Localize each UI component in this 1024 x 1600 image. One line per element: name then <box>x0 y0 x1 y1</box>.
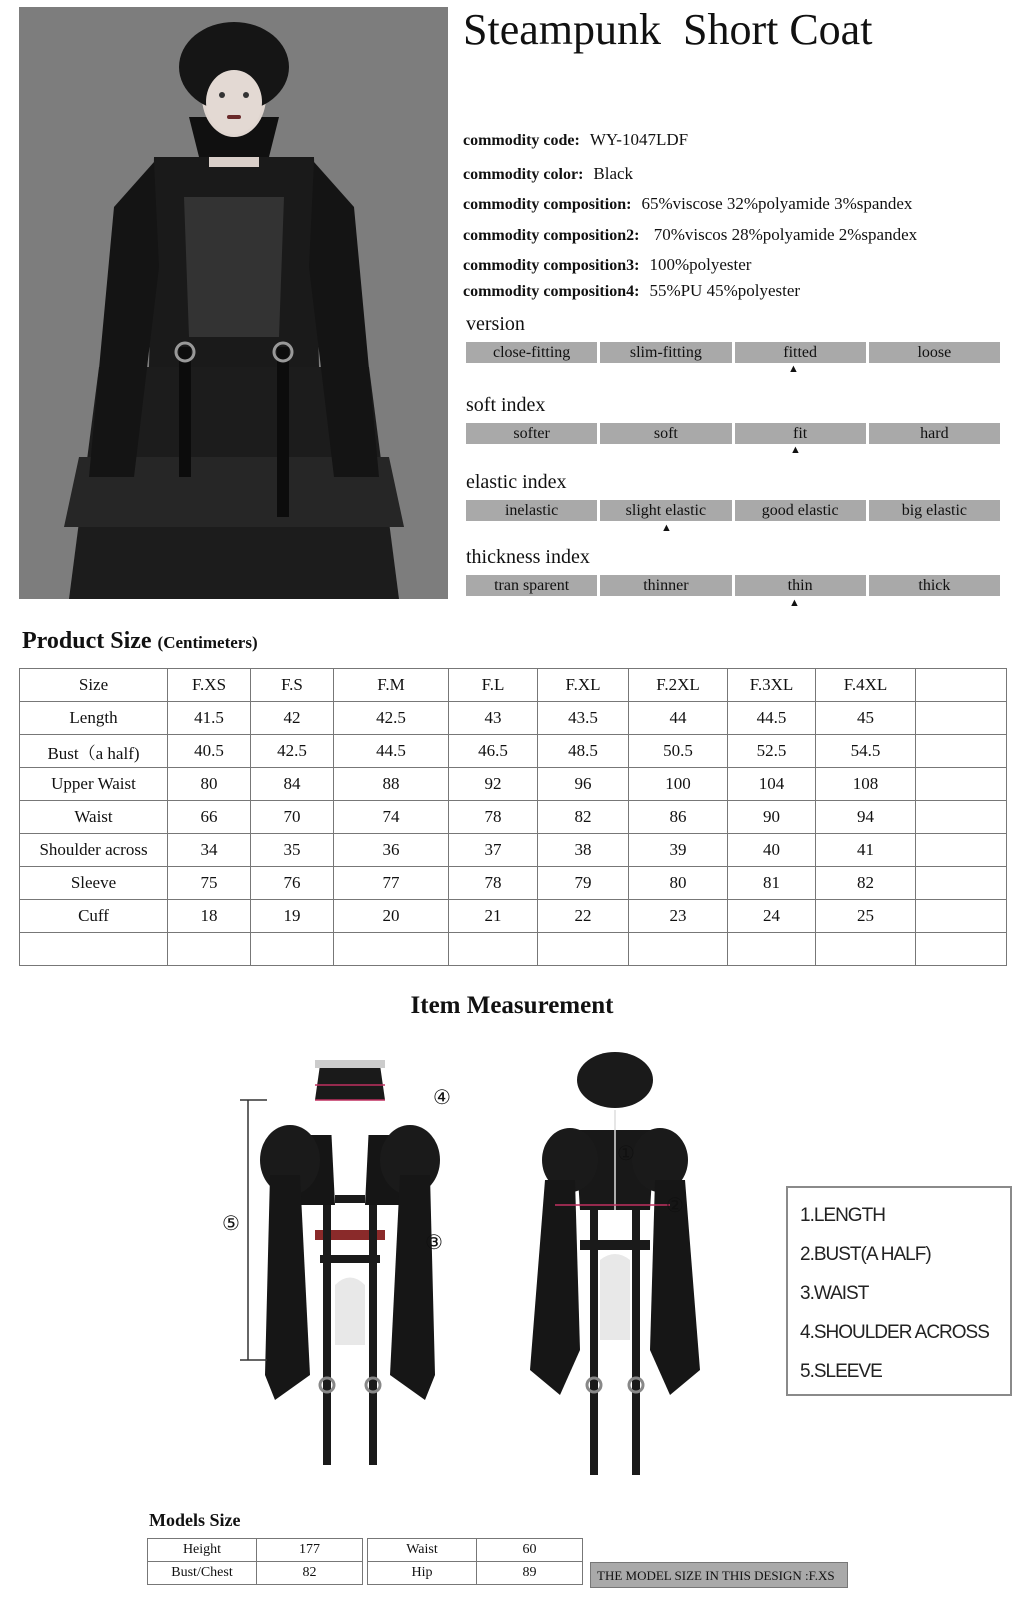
scale-option: slim-fitting <box>600 342 731 363</box>
table-cell: 90 <box>728 801 816 834</box>
table-cell <box>916 768 1007 801</box>
table-row <box>148 1539 363 1562</box>
table-cell: 177 <box>257 1539 363 1562</box>
table-cell: 84 <box>251 768 334 801</box>
table-cell <box>449 933 538 966</box>
table-cell: 94 <box>816 801 916 834</box>
scale-option: big elastic <box>869 500 1000 521</box>
table-cell: Height <box>148 1539 257 1562</box>
marker-4-icon: ④ <box>433 1087 451 1109</box>
header-cell: F.XS <box>168 669 251 702</box>
table-cell: 43.5 <box>538 702 629 735</box>
table-cell: 24 <box>728 900 816 933</box>
table-cell: 48.5 <box>538 735 629 768</box>
table-cell <box>334 933 449 966</box>
table-cell: 92 <box>449 768 538 801</box>
row-label: Shoulder across <box>20 834 168 867</box>
table-row <box>20 801 1007 834</box>
table-cell <box>916 867 1007 900</box>
table-cell: 19 <box>251 900 334 933</box>
header-cell: Size <box>20 669 168 702</box>
table-cell: Waist <box>368 1539 477 1562</box>
table-cell: 78 <box>449 867 538 900</box>
header-cell: F.S <box>251 669 334 702</box>
table-cell: 35 <box>251 834 334 867</box>
table-cell: 42.5 <box>251 735 334 768</box>
elastic-index-heading: elastic index <box>466 471 567 493</box>
table-row <box>20 867 1007 900</box>
size-chart-title: Product Size (Centimeters) <box>22 628 258 654</box>
table-cell: 40 <box>728 834 816 867</box>
table-cell <box>629 933 728 966</box>
table-row <box>20 735 1007 768</box>
table-cell: 96 <box>538 768 629 801</box>
table-row <box>20 900 1007 933</box>
table-header-row <box>20 669 1007 702</box>
table-cell <box>538 933 629 966</box>
table-cell: 79 <box>538 867 629 900</box>
table-cell: 50.5 <box>629 735 728 768</box>
header-cell <box>916 669 1007 702</box>
header-cell: F.M <box>334 669 449 702</box>
table-cell <box>168 933 251 966</box>
table-cell: 36 <box>334 834 449 867</box>
spec-line: commodity composition3: 100%polyester <box>463 255 752 274</box>
scale-option: thinner <box>600 575 731 596</box>
table-cell: 76 <box>251 867 334 900</box>
garment-back-illustration <box>520 1050 710 1485</box>
selection-marker-icon: ▲ <box>790 444 801 456</box>
scale-option: loose <box>869 342 1000 363</box>
table-cell: 75 <box>168 867 251 900</box>
scale-option: hard <box>869 423 1000 444</box>
scale-option: inelastic <box>466 500 597 521</box>
garment-front-illustration <box>215 1055 475 1485</box>
models-size-title: Models Size <box>149 1510 241 1530</box>
row-label <box>20 933 168 966</box>
table-cell: 18 <box>168 900 251 933</box>
spec-line: commodity composition2: 70%viscos 28%polyamide 2%spandex <box>463 225 918 244</box>
legend-item: 4.SHOULDER ACROSS <box>800 1322 989 1343</box>
row-label: Upper Waist <box>20 768 168 801</box>
selection-marker-icon: ▲ <box>661 522 672 534</box>
marker-3-icon: ③ <box>425 1232 443 1254</box>
table-cell: 74 <box>334 801 449 834</box>
table-cell: Bust/Chest <box>148 1562 257 1585</box>
table-cell: 70 <box>251 801 334 834</box>
legend-item: 3.WAIST <box>800 1283 869 1304</box>
spec-line: commodity color: Black <box>463 164 634 183</box>
table-row <box>20 933 1007 966</box>
soft-index-scale <box>466 423 1000 444</box>
table-cell: 23 <box>629 900 728 933</box>
table-cell <box>916 933 1007 966</box>
table-row <box>148 1562 363 1585</box>
scale-option: softer <box>466 423 597 444</box>
table-cell: 80 <box>168 768 251 801</box>
elastic-index-scale <box>466 500 1000 521</box>
scale-option: tran sparent <box>466 575 597 596</box>
table-cell <box>916 900 1007 933</box>
table-cell: 43 <box>449 702 538 735</box>
spec-line: commodity composition4: 55%PU 45%polyester <box>463 281 801 300</box>
scale-option: thick <box>869 575 1000 596</box>
table-cell: 41.5 <box>168 702 251 735</box>
selection-marker-icon: ▲ <box>788 363 799 375</box>
thickness-index-scale <box>466 575 1000 596</box>
measurement-title: Item Measurement <box>410 992 614 1019</box>
table-cell: 44 <box>629 702 728 735</box>
table-cell: 78 <box>449 801 538 834</box>
table-cell: 21 <box>449 900 538 933</box>
header-cell: F.L <box>449 669 538 702</box>
table-row <box>368 1539 583 1562</box>
table-cell: 54.5 <box>816 735 916 768</box>
scale-option: fitted <box>735 342 866 363</box>
table-cell <box>916 801 1007 834</box>
table-cell <box>916 834 1007 867</box>
table-row <box>368 1562 583 1585</box>
table-cell: 38 <box>538 834 629 867</box>
table-cell: 25 <box>816 900 916 933</box>
table-cell: 44.5 <box>728 702 816 735</box>
header-cell: F.4XL <box>816 669 916 702</box>
table-cell: 42 <box>251 702 334 735</box>
measurement-legend <box>786 1186 1012 1396</box>
row-label: Cuff <box>20 900 168 933</box>
table-cell: 82 <box>257 1562 363 1585</box>
table-cell: 100 <box>629 768 728 801</box>
table-cell: 66 <box>168 801 251 834</box>
table-cell: 88 <box>334 768 449 801</box>
product-photo <box>19 7 448 599</box>
table-cell: 80 <box>629 867 728 900</box>
table-cell <box>916 702 1007 735</box>
table-row <box>20 834 1007 867</box>
table-cell: 60 <box>477 1539 583 1562</box>
row-label: Waist <box>20 801 168 834</box>
spec-line: commodity code: WY-1047LDF <box>463 130 689 149</box>
table-cell: 40.5 <box>168 735 251 768</box>
table-cell: 45 <box>816 702 916 735</box>
row-label: Bust（a half) <box>20 735 168 768</box>
row-label: Length <box>20 702 168 735</box>
version-scale <box>466 342 1000 363</box>
scale-option: fit <box>735 423 866 444</box>
table-cell: Hip <box>368 1562 477 1585</box>
table-cell: 39 <box>629 834 728 867</box>
legend-item: 2.BUST(A HALF) <box>800 1244 931 1265</box>
spec-line: commodity composition: 65%viscose 32%polyamide 3%spandex <box>463 194 913 213</box>
table-cell <box>728 933 816 966</box>
table-cell: 46.5 <box>449 735 538 768</box>
product-title: Steampunk Short Coat <box>463 5 873 54</box>
table-cell: 41 <box>816 834 916 867</box>
table-cell: 82 <box>816 867 916 900</box>
table-cell: 86 <box>629 801 728 834</box>
size-chart-table <box>19 668 1007 966</box>
table-cell <box>251 933 334 966</box>
soft-index-heading: soft index <box>466 394 546 416</box>
table-cell: 104 <box>728 768 816 801</box>
table-cell: 34 <box>168 834 251 867</box>
models-table-right <box>367 1538 583 1585</box>
marker-2-icon: ② <box>666 1195 684 1217</box>
table-cell <box>916 735 1007 768</box>
model-size-note: THE MODEL SIZE IN THIS DESIGN :F.XS <box>590 1562 848 1588</box>
table-cell: 82 <box>538 801 629 834</box>
table-cell: 44.5 <box>334 735 449 768</box>
table-cell: 20 <box>334 900 449 933</box>
scale-option: close-fitting <box>466 342 597 363</box>
header-cell: F.2XL <box>629 669 728 702</box>
scale-option: soft <box>600 423 731 444</box>
selection-marker-icon: ▲ <box>789 597 800 609</box>
thickness-index-heading: thickness index <box>466 546 590 568</box>
models-table-left <box>147 1538 363 1585</box>
table-cell: 108 <box>816 768 916 801</box>
header-cell: F.XL <box>538 669 629 702</box>
marker-1-icon: ① <box>617 1143 635 1165</box>
table-cell <box>816 933 916 966</box>
version-heading: version <box>466 313 525 335</box>
table-cell: 42.5 <box>334 702 449 735</box>
row-label: Sleeve <box>20 867 168 900</box>
table-row <box>20 702 1007 735</box>
table-cell: 89 <box>477 1562 583 1585</box>
table-cell: 22 <box>538 900 629 933</box>
table-cell: 37 <box>449 834 538 867</box>
legend-item: 5.SLEEVE <box>800 1361 882 1382</box>
table-cell: 77 <box>334 867 449 900</box>
scale-option: slight elastic <box>600 500 731 521</box>
table-cell: 81 <box>728 867 816 900</box>
table-cell: 52.5 <box>728 735 816 768</box>
table-row <box>20 768 1007 801</box>
header-cell: F.3XL <box>728 669 816 702</box>
marker-5-icon: ⑤ <box>222 1213 240 1235</box>
legend-item: 1.LENGTH <box>800 1205 885 1226</box>
scale-option: thin <box>735 575 866 596</box>
scale-option: good elastic <box>735 500 866 521</box>
